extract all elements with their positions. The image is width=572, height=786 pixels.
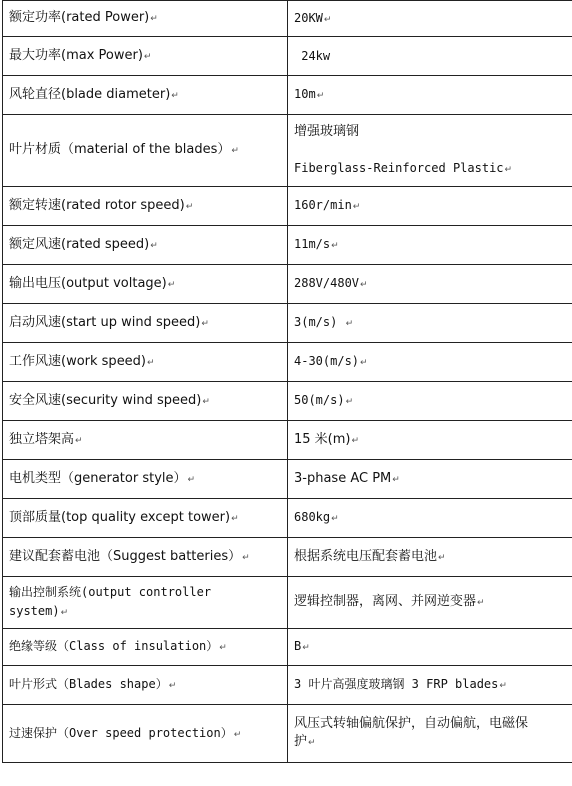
spec-label: 绝缘等级（Class of insulation）↵ [3,629,288,666]
spec-value: 50(m/s)↵ [288,382,572,421]
spec-value: 风压式转轴偏航保护，自动偏航，电磁保 护↵ [288,705,572,763]
table-row [3,460,572,499]
spec-value: 根据系统电压配套蓄电池↵ [288,538,572,577]
table-row [3,265,572,304]
table-row [3,629,572,666]
spec-value: 24kw [288,37,572,76]
spec-label: 额定转速(rated rotor speed)↵ [3,187,288,226]
table-row [3,421,572,460]
spec-label: 独立塔架高↵ [3,421,288,460]
spec-label: 电机类型（generator style）↵ [3,460,288,499]
spec-label: 额定风速(rated speed)↵ [3,226,288,265]
spec-label: 额定功率(rated Power)↵ [3,1,288,37]
specification-table [2,0,572,763]
spec-value: 3(m/s) ↵ [288,304,572,343]
spec-value: 3-phase AC PM↵ [288,460,572,499]
spec-label: 最大功率(max Power)↵ [3,37,288,76]
spec-label: 过速保护（Over speed protection）↵ [3,705,288,763]
spec-label: 叶片形式（Blades shape）↵ [3,666,288,705]
spec-value: 11m/s↵ [288,226,572,265]
spec-label: 输出电压(output voltage)↵ [3,265,288,304]
spec-label: 顶部质量(top quality except tower)↵ [3,499,288,538]
table-row [3,343,572,382]
table-row [3,76,572,115]
spec-label: 建议配套蓄电池（Suggest batteries）↵ [3,538,288,577]
table-row [3,226,572,265]
spec-label: 风轮直径(blade diameter)↵ [3,76,288,115]
spec-value: 20KW↵ [288,1,572,37]
table-row [3,577,572,629]
spec-value: 增强玻璃钢 Fiberglass-Reinforced Plastic↵ [288,115,572,187]
spec-value: 15 米(m)↵ [288,421,572,460]
spec-label: 安全风速(security wind speed)↵ [3,382,288,421]
spec-value: 160r/min↵ [288,187,572,226]
table-row [3,705,572,763]
spec-value: 逻辑控制器，离网、并网逆变器↵ [288,577,572,629]
table-row [3,304,572,343]
table-row [3,115,572,187]
table-row [3,499,572,538]
table-row [3,666,572,705]
spec-value: 4-30(m/s)↵ [288,343,572,382]
spec-label: 输出控制系统(output controller system)↵ [3,577,288,629]
spec-value: B↵ [288,629,572,666]
spec-value: 3 叶片高强度玻璃钢 3 FRP blades↵ [288,666,572,705]
spec-value: 680kg↵ [288,499,572,538]
spec-value: 10m↵ [288,76,572,115]
table-row [3,37,572,76]
table-row [3,1,572,37]
spec-label: 工作风速(work speed)↵ [3,343,288,382]
table-row [3,187,572,226]
table-row [3,382,572,421]
spec-value: 288V/480V↵ [288,265,572,304]
spec-label: 启动风速(start up wind speed)↵ [3,304,288,343]
spec-label: 叶片材质（material of the blades）↵ [3,115,288,187]
table-row [3,538,572,577]
